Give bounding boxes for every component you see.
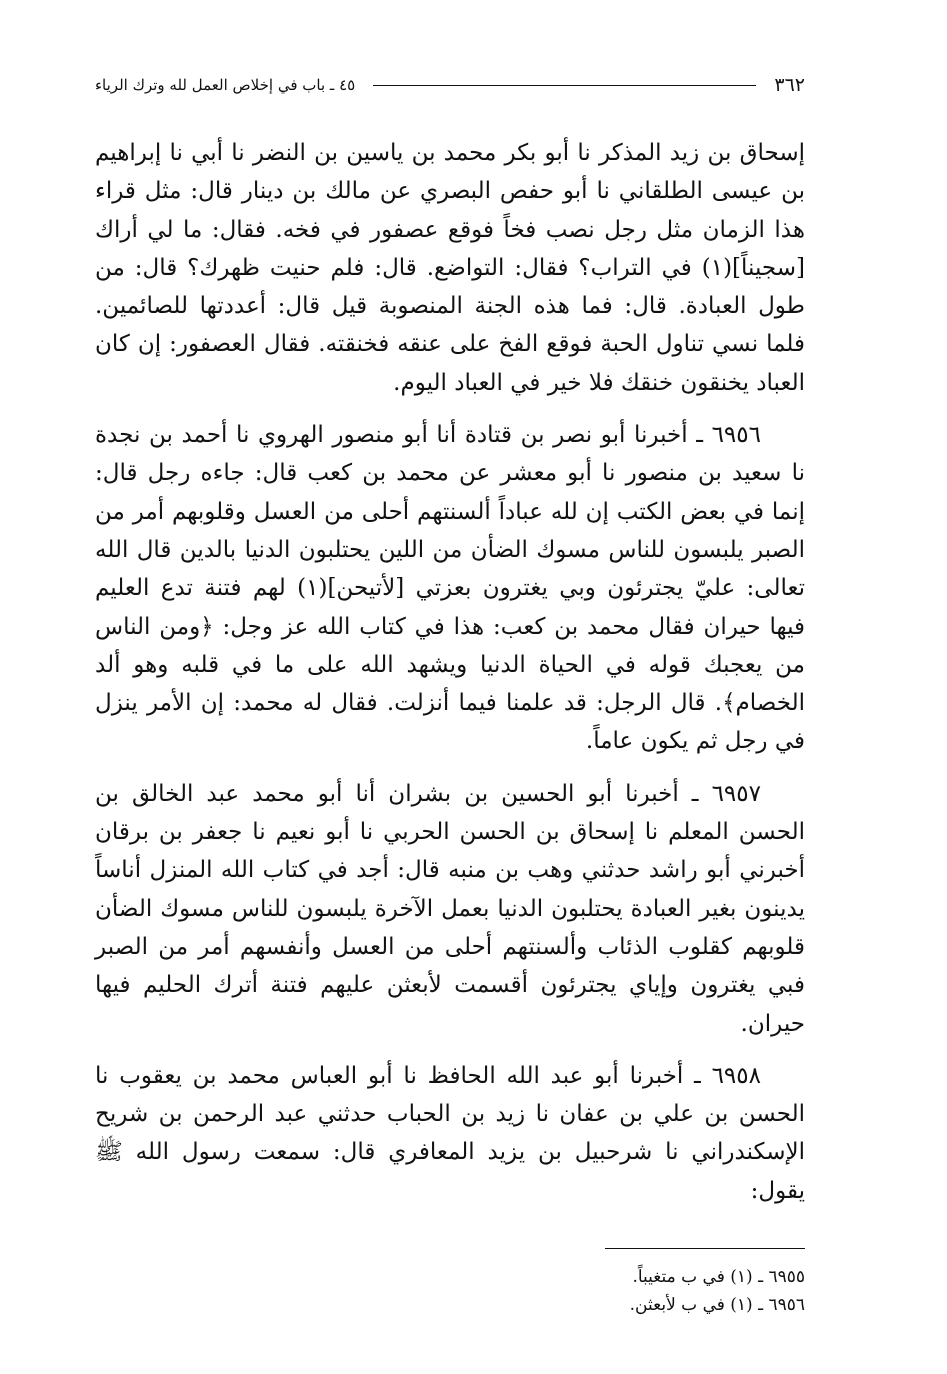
footnotes	[95, 1263, 805, 1319]
paragraph-hadith-6956: ٦٩٥٦ ـ أخبرنا أبو نصر بن قتادة أنا أبو منصور الهروي نا أحمد بن نجدة نا سعيد بن منصور نا أبو معشر عن محمد بن كعب قال: جاءه رجل قال: إنما في بعض الكتب إن لله عباداً ألسنتهم أحلى من العسل وقلوبهم أمر من الصبر يلبسون للناس مسوك الضأن من اللين يحتلبون الدنيا بالدين قال الله تعالى: عليّ يجترئون وبي يغترون بعزتي [لأتيحن](١) لهم فتنة تدع العليم فيها حيران فقال محمد بن كعب: هذا في كتاب الله عز وجل: ﴿ومن الناس من يعجبك قوله في الحياة الدنيا ويشهد الله على ما في قلبه وهو ألد الخصام﴾. قال الرجل: قد علمنا فيما أنزلت. فقال له محمد: إن الأمر ينزل في رجل ثم يكون عاماً.	[95, 422, 805, 755]
footnote-rule	[605, 1248, 805, 1249]
body-text	[95, 134, 805, 1210]
footnote-6955: ٦٩٥٥ ـ (١) في ب متغيباً.	[632, 1267, 805, 1288]
paragraph-hadith-6957: ٦٩٥٧ ـ أخبرنا أبو الحسين بن بشران أنا أبو محمد عبد الخالق بن الحسن المعلم نا إسحاق بن الحسن الحربي نا أبو نعيم نا جعفر بن برقان أخبرني أبو راشد حدثني وهب بن منبه قال: أجد في كتاب الله المنزل أناساً يدينون بغير العبادة يحتلبون الدنيا بعمل الآخرة يلبسون للناس مسوك الضأن قلوبهم كقلوب الذئاب وألسنتهم أحلى من العسل وأنفسهم أمر من الصبر فبي يغترون وإياي يجترئون أقسمت لأبعثن عليهم فتنة أترك الحليم فيها حيران.	[95, 780, 805, 1037]
chapter-title: ٤٥ ـ باب في إخلاص العمل لله وترك الرياء	[95, 76, 356, 94]
footnote-6956: ٦٩٥٦ ـ (١) في ب لأبعثن.	[629, 1295, 805, 1316]
page-number: ٣٦٢	[774, 74, 805, 96]
paragraph-continuation: إسحاق بن زيد المذكر نا أبو بكر محمد بن ياسين بن النضر نا أبي نا إبراهيم بن عيسى الطلقاني نا أبو حفص البصري عن مالك بن دينار قال: مثل قراء هذا الزمان مثل رجل نصب فخاً فوقع عصفور في فخه. فقال: ما لي أراك [سجيناً](١) في التراب؟ فقال: التواضع. قال: فلم حنيت ظهرك؟ قال: من طول العبادة. قال: فما هذه الجنة المنصوبة قيل قال: أعددتها للصائمين. فلما نسي تناول الحبة فوقع الفخ على عنقه فخنقته. فقال العصفور: إن كان العباد يخنقون خنقك فلا خير في العباد اليوم.	[95, 140, 805, 396]
running-header	[95, 70, 805, 100]
paragraph-hadith-6958: ٦٩٥٨ ـ أخبرنا أبو عبد الله الحافظ نا أبو العباس محمد بن يعقوب نا الحسن بن علي بن عفان نا زيد بن الحباب حدثني عبد الرحمن بن شريح الإسكندراني نا شرحبيل بن يزيد المعافري قال: سمعت رسول الله ﷺ يقول:	[95, 1062, 805, 1204]
header-rule	[373, 85, 756, 86]
book-page	[95, 70, 805, 1319]
